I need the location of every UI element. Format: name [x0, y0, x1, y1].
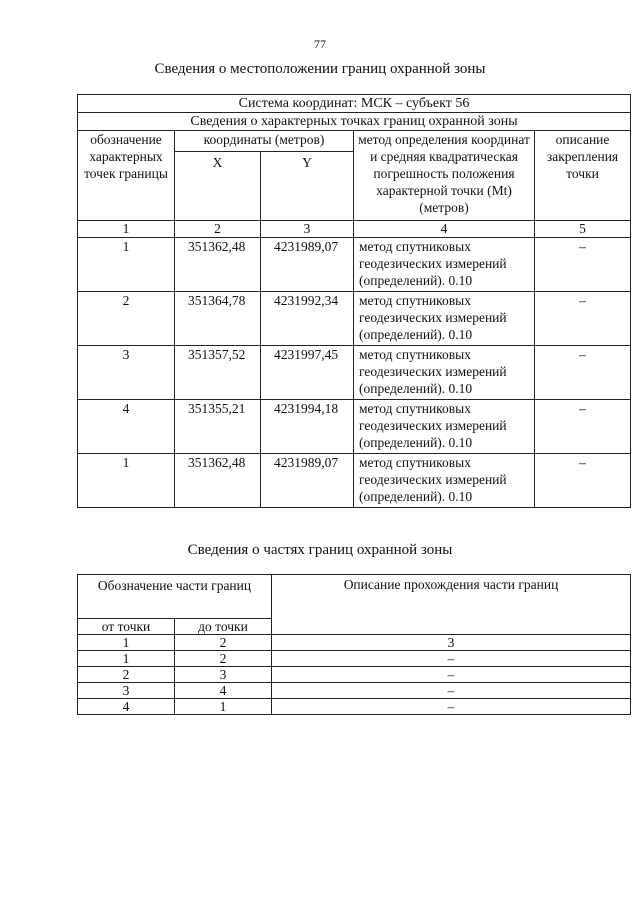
- fixation-desc: –: [535, 292, 631, 346]
- table-row: [78, 292, 631, 346]
- col-point-header: обозначение характерных точек границы: [78, 131, 175, 221]
- route-desc: –: [272, 651, 631, 667]
- column-number-row: [78, 221, 631, 238]
- column-number: 1: [78, 221, 175, 238]
- table-row: [78, 667, 631, 683]
- column-number: 2: [175, 221, 261, 238]
- coord-y: 4231989,07: [261, 454, 354, 508]
- to-point: 1: [175, 699, 272, 715]
- method: метод спутниковых геодезических измерений (определений). 0.10: [354, 292, 535, 346]
- method: метод спутниковых геодезических измерений (определений). 0.10: [354, 346, 535, 400]
- table-row: [78, 635, 631, 651]
- col-to-header: до точки: [175, 619, 272, 635]
- parts-table: [77, 574, 631, 715]
- route-desc: 3: [272, 635, 631, 651]
- col-from-header: от точки: [78, 619, 175, 635]
- point-id: 2: [78, 292, 175, 346]
- coord-x: 351355,21: [175, 400, 261, 454]
- table-row: [78, 651, 631, 667]
- coord-x: 351357,52: [175, 346, 261, 400]
- point-id: 3: [78, 346, 175, 400]
- column-number: 5: [535, 221, 631, 238]
- col-part-header: Обозначение части границ: [78, 575, 272, 619]
- coord-x: 351362,48: [175, 238, 261, 292]
- to-point: 3: [175, 667, 272, 683]
- coord-y: 4231989,07: [261, 238, 354, 292]
- table-row: [78, 454, 631, 508]
- from-point: 1: [78, 635, 175, 651]
- coord-x: 351362,48: [175, 454, 261, 508]
- col-method-header: метод определения координат и средняя квадратическая погрешность положения характерной точки (Mt) (метров): [354, 131, 535, 221]
- from-point: 4: [78, 699, 175, 715]
- section-title-location: Сведения о местоположении границ охранной зоны: [154, 61, 486, 77]
- to-point: 4: [175, 683, 272, 699]
- fixation-desc: –: [535, 454, 631, 508]
- point-id: 1: [78, 454, 175, 508]
- to-point: 2: [175, 651, 272, 667]
- column-number: 3: [261, 221, 354, 238]
- from-point: 2: [78, 667, 175, 683]
- point-id: 4: [78, 400, 175, 454]
- table-row: [78, 346, 631, 400]
- coord-y: 4231992,34: [261, 292, 354, 346]
- points-subtitle: Сведения о характерных точках границ охранной зоны: [78, 113, 631, 131]
- fixation-desc: –: [535, 346, 631, 400]
- table-row: [78, 238, 631, 292]
- coord-system-header: Система координат: МСК – субъект 56: [78, 95, 631, 113]
- coord-y: 4231997,45: [261, 346, 354, 400]
- fixation-desc: –: [535, 400, 631, 454]
- from-point: 3: [78, 683, 175, 699]
- col-coords-header: координаты (метров): [175, 131, 354, 152]
- method: метод спутниковых геодезических измерений (определений). 0.10: [354, 238, 535, 292]
- fixation-desc: –: [535, 238, 631, 292]
- column-number: 4: [354, 221, 535, 238]
- col-route-header: Описание прохождения части границ: [272, 575, 631, 635]
- coord-x: 351364,78: [175, 292, 261, 346]
- route-desc: –: [272, 699, 631, 715]
- table-row: [78, 699, 631, 715]
- method: метод спутниковых геодезических измерений (определений). 0.10: [354, 454, 535, 508]
- route-desc: –: [272, 667, 631, 683]
- col-x-header: X: [175, 152, 261, 221]
- col-desc-header: описание закрепления точки: [535, 131, 631, 221]
- table-row: [78, 683, 631, 699]
- page-number: 77: [314, 37, 326, 51]
- section-title-parts: Сведения о частях границ охранной зоны: [187, 542, 453, 558]
- table-row: [78, 400, 631, 454]
- from-point: 1: [78, 651, 175, 667]
- coord-y: 4231994,18: [261, 400, 354, 454]
- points-table: [77, 94, 631, 508]
- to-point: 2: [175, 635, 272, 651]
- method: метод спутниковых геодезических измерений (определений). 0.10: [354, 400, 535, 454]
- route-desc: –: [272, 683, 631, 699]
- point-id: 1: [78, 238, 175, 292]
- col-y-header: Y: [261, 152, 354, 221]
